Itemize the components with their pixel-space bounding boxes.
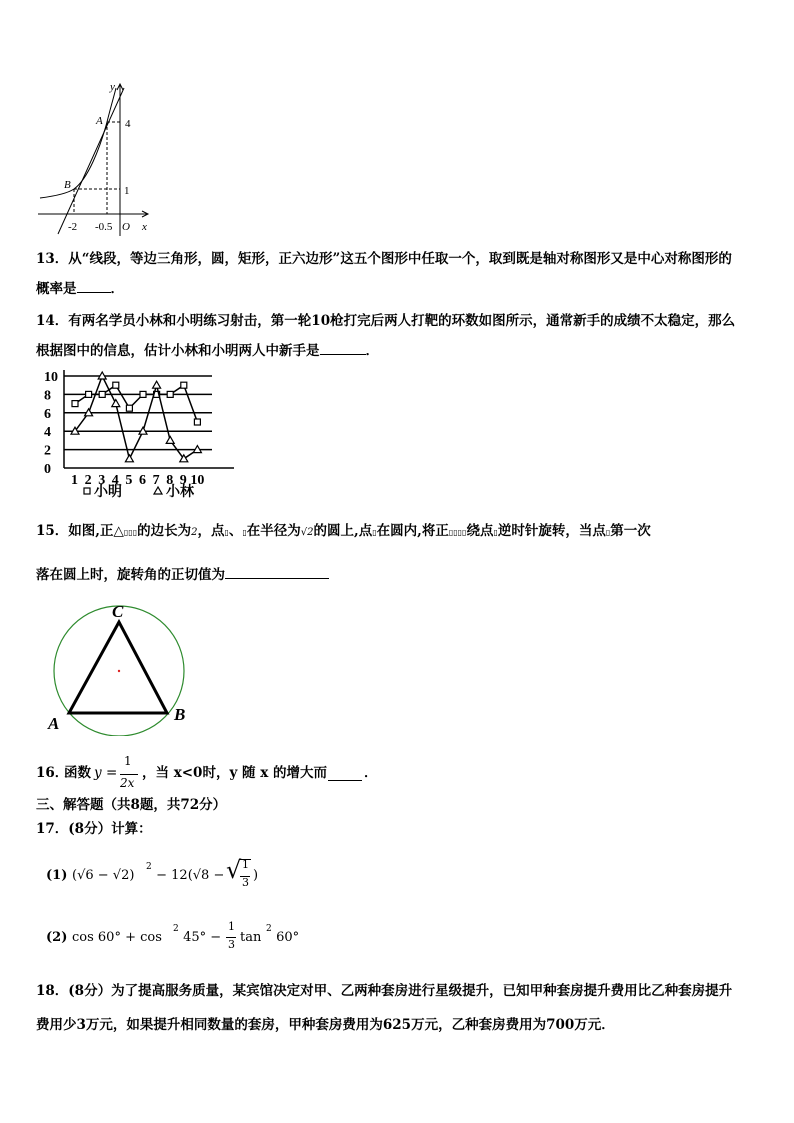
q13-line1: 从“线段，等边三角形，圆，矩形，正六边形”这五个图形中任取一个，取到既是轴对称图形又是中心对称图形的 [68,251,732,267]
x-tick-label: 1 [71,473,78,488]
x-tick-label: 7 [152,473,160,488]
marker-square [86,391,92,397]
question-18 [36,974,760,1042]
circle-triangle-figure [40,598,200,736]
label-a: A [96,115,103,127]
exponential-curve [40,88,116,198]
y-tick-label: 10 [44,370,58,385]
x-tick-label: 5 [125,473,133,488]
marker-square [167,391,173,397]
q18-line2: 费用少3万元，如果提升相同数量的套房，甲种套房费用为625万元，乙种套房费用为700万元． [36,1017,615,1033]
marker-triangle [153,381,161,388]
x-tick-label: 8 [166,473,174,488]
q17-part-1: (1) (√6 − √2) 2 − 12(√8 − √ 1 3 ) [46,856,259,889]
q13-answer-blank[interactable] [77,278,111,293]
y-tick-label: 8 [44,388,51,404]
label-b: B [64,179,71,191]
q14-answer-blank[interactable] [320,340,366,355]
y-tick-label: 2 [44,443,51,459]
equilateral-triangle [69,622,167,713]
x-tick-label: 3 [98,473,106,488]
q14-line1: 有两名学员小林和小明练习射击，第一轮10枪打完后两人打靶的环数如图所示，通常新手的成绩不太稳定，那么 [68,313,736,329]
marker-triangle [112,400,120,407]
x-tick-label: 2 [84,473,92,488]
marker-square [194,419,200,425]
x-tick-label: 9 [179,473,187,488]
tick-minus-2: -2 [68,221,78,233]
function-graph [36,78,160,238]
q13-line2: 概率是 [36,281,77,297]
marker-square [99,391,105,397]
x-tick-label: 6 [139,473,146,488]
marker-square [113,382,119,388]
q14-number: 14． [36,313,69,329]
q15-answer-blank[interactable] [225,564,329,579]
question-14: 14．有两名学员小林和小明练习射击，第一轮10枪打完后两人打靶的环数如图所示，通常新手的成绩不太稳定，那么 根据图中的信息，估计小林和小明两人中新手是 ． [36,313,736,359]
x-tick-label: 10 [190,473,205,488]
legend-square-icon [84,488,90,494]
q17-part-2: (2) cos 60° + cos 2 45° − 1 3 tan 2 60° [46,920,300,951]
shooting-line-chart [44,370,244,510]
marker-square [126,405,132,411]
marker-square [72,401,78,407]
straight-line [58,88,124,234]
q15-number: 15． [36,523,69,539]
marker-triangle [166,436,174,443]
legend-triangle-icon [154,487,162,494]
y-tick-label: 4 [44,425,51,441]
question-13: 13．从“线段，等边三角形，圆，矩形，正六边形”这五个图形中任取一个，取到既是轴对称图形又是中心对称图形的 概率是 ． [36,251,732,297]
marker-square [140,391,146,397]
question-16: 16． 函数 y = 1 2x ，当 x<0时，y 随 x 的增大而 ． [36,754,378,790]
tick-4: 4 [125,118,131,130]
series-line-1 [75,385,197,422]
label-a: A [48,714,60,733]
legend-label: 小明 [94,485,122,500]
label-b: B [174,705,186,724]
question-17-header: 17．(8分）计算： [36,821,152,837]
q14-line2: 根据图中的信息，估计小林和小明两人中新手是 [36,343,320,359]
q18-line1: (8分）为了提高服务质量，某宾馆决定对甲、乙两种套房进行星级提升，已知甲种套房提升费用比乙种套房提升 [68,983,733,999]
y-tick-label: 0 [44,462,51,477]
center-point [118,670,120,672]
q13-number: 13． [36,251,69,267]
q16-answer-blank[interactable] [328,766,362,781]
label-o: O [122,221,130,233]
q15-line2: 落在圆上时，旋转角的正切值为 [36,567,225,583]
marker-square [181,382,187,388]
marker-triangle [125,455,133,462]
tick-1: 1 [124,185,130,197]
tick-minus-0-5: -0.5 [95,221,113,233]
x-tick-label: 4 [111,473,119,488]
q18-number: 18． [36,983,69,999]
question-15: 15．如图,正△▯▯▯的边长为2，点▯、▯在半径为√2的圆上,点▯在圆内,将正▯▯▯▯绕点▯逆时针旋转，当点▯第一次 落在圆上时，旋转角的正切值为 [36,523,651,583]
y-tick-label: 6 [44,406,51,422]
label-c: C [112,602,124,621]
legend-label: 小林 [166,485,194,500]
label-x: x [142,221,147,233]
section-3-title: 三、解答题（共8题，共72分） [36,797,227,813]
label-y: y [110,81,115,93]
q16-number: 16． [36,765,69,781]
